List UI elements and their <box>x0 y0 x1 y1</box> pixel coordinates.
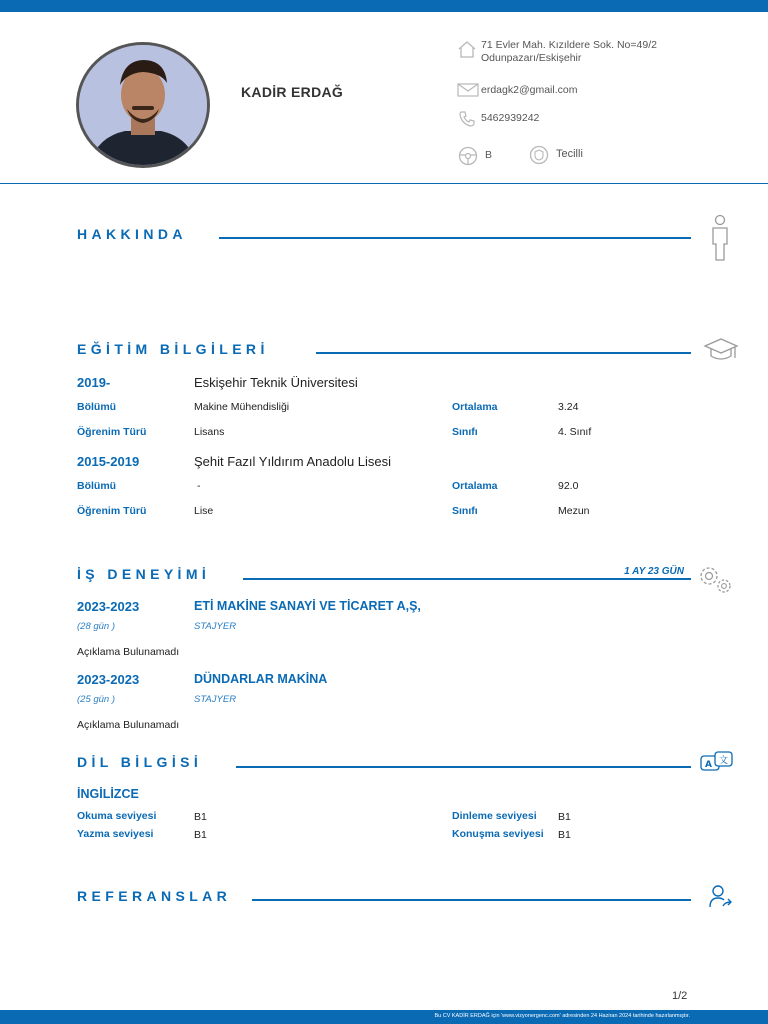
address-line-1: 71 Evler Mah. Kızıldere Sok. No=49/2 <box>481 39 657 51</box>
section-rule-references <box>252 899 691 901</box>
experience-2-position: STAJYER <box>194 694 237 705</box>
section-title-education: EĞİTİM BİLGİLERİ <box>77 341 269 357</box>
education-2-type: Lise <box>194 505 214 517</box>
header-divider <box>0 183 768 184</box>
experience-2-duration: (25 gün ) <box>77 694 116 705</box>
education-1-type-label: Öğrenim Türü <box>77 426 147 438</box>
experience-2-company: DÜNDARLAR MAKİNA <box>194 672 328 686</box>
candidate-name: KADİR ERDAĞ <box>241 84 344 100</box>
section-rule-about <box>219 237 691 239</box>
education-1-school: Eskişehir Teknik Üniversitesi <box>194 375 358 390</box>
experience-1-company: ETİ MAKİNE SANAYİ VE TİCARET A,Ş, <box>194 599 421 613</box>
section-title-experience: İŞ DENEYİMİ <box>77 566 211 582</box>
section-title-references: REFERANSLAR <box>77 888 232 904</box>
avatar-photo <box>79 45 207 165</box>
education-2-gpa-label: Ortalama <box>452 480 498 492</box>
experience-1-description: Açıklama Bulunamadı <box>77 646 180 658</box>
education-1-type: Lisans <box>194 426 225 438</box>
svg-text:A: A <box>705 760 712 770</box>
military-status-text: Tecilli <box>556 148 583 160</box>
license-text: B <box>485 149 493 161</box>
language-listening-level: B1 <box>558 811 571 823</box>
badge-icon <box>528 145 550 170</box>
email-text: erdagk2@gmail.com <box>481 84 578 96</box>
experience-2-description: Açıklama Bulunamadı <box>77 719 180 731</box>
section-title-about: HAKKINDA <box>77 226 187 242</box>
education-2-class: Mezun <box>558 505 590 517</box>
education-2-department: - <box>197 480 201 492</box>
language-reading-label: Okuma seviyesi <box>77 810 157 822</box>
education-2-gpa: 92.0 <box>558 480 579 492</box>
education-2-class-label: Sınıfı <box>452 505 478 517</box>
page-number: 1/2 <box>672 990 688 1002</box>
home-icon <box>457 39 477 64</box>
language-reading-level: B1 <box>194 811 207 823</box>
section-rule-education <box>316 352 691 354</box>
top-bar <box>0 0 768 12</box>
svg-text:文: 文 <box>719 756 729 766</box>
person-arrow-icon <box>708 884 734 915</box>
phone-text: 5462939242 <box>481 112 540 124</box>
education-1-department: Makine Mühendisliği <box>194 401 290 413</box>
experience-1-years: 2023-2023 <box>77 599 140 614</box>
gears-icon <box>696 563 734 600</box>
phone-icon <box>458 110 476 133</box>
translate-icon <box>700 751 734 780</box>
education-1-gpa-label: Ortalama <box>452 401 498 413</box>
education-2-department-label: Bölümü <box>77 480 117 492</box>
education-1-department-label: Bölümü <box>77 401 117 413</box>
experience-total-duration: 1 AY 23 GÜN <box>624 566 684 577</box>
footer-note: Bu CV KADİR ERDAĞ için 'www.vizyonergenc.com' adresinden 24 Haziran 2024 tarihinde hazırlanmıştır. <box>434 1013 690 1019</box>
experience-1-duration: (28 gün ) <box>77 621 116 632</box>
section-rule-languages <box>236 766 691 768</box>
education-1-class-label: Sınıfı <box>452 426 478 438</box>
language-name: İNGİLİZCE <box>77 787 139 801</box>
language-writing-level: B1 <box>194 829 207 841</box>
person-icon <box>708 214 732 269</box>
education-2-year: 2015-2019 <box>77 454 140 469</box>
graduation-cap-icon <box>703 336 739 369</box>
experience-1-position: STAJYER <box>194 621 237 632</box>
avatar <box>76 42 210 168</box>
section-title-languages: DİL BİLGİSİ <box>77 754 203 770</box>
education-1-year: 2019- <box>77 375 111 390</box>
education-2-type-label: Öğrenim Türü <box>77 505 147 517</box>
mail-icon <box>457 83 479 102</box>
education-1-class: 4. Sınıf <box>558 426 592 438</box>
language-speaking-level: B1 <box>558 829 571 841</box>
education-1-gpa: 3.24 <box>558 401 579 413</box>
education-2-school: Şehit Fazıl Yıldırım Anadolu Lisesi <box>194 454 392 469</box>
experience-2-years: 2023-2023 <box>77 672 140 687</box>
address-line-2: Odunpazarı/Eskişehir <box>481 52 582 64</box>
language-listening-label: Dinleme seviyesi <box>452 810 537 822</box>
section-rule-experience <box>243 578 691 580</box>
steering-wheel-icon <box>458 146 478 171</box>
language-speaking-label: Konuşma seviyesi <box>452 828 544 840</box>
language-writing-label: Yazma seviyesi <box>77 828 154 840</box>
